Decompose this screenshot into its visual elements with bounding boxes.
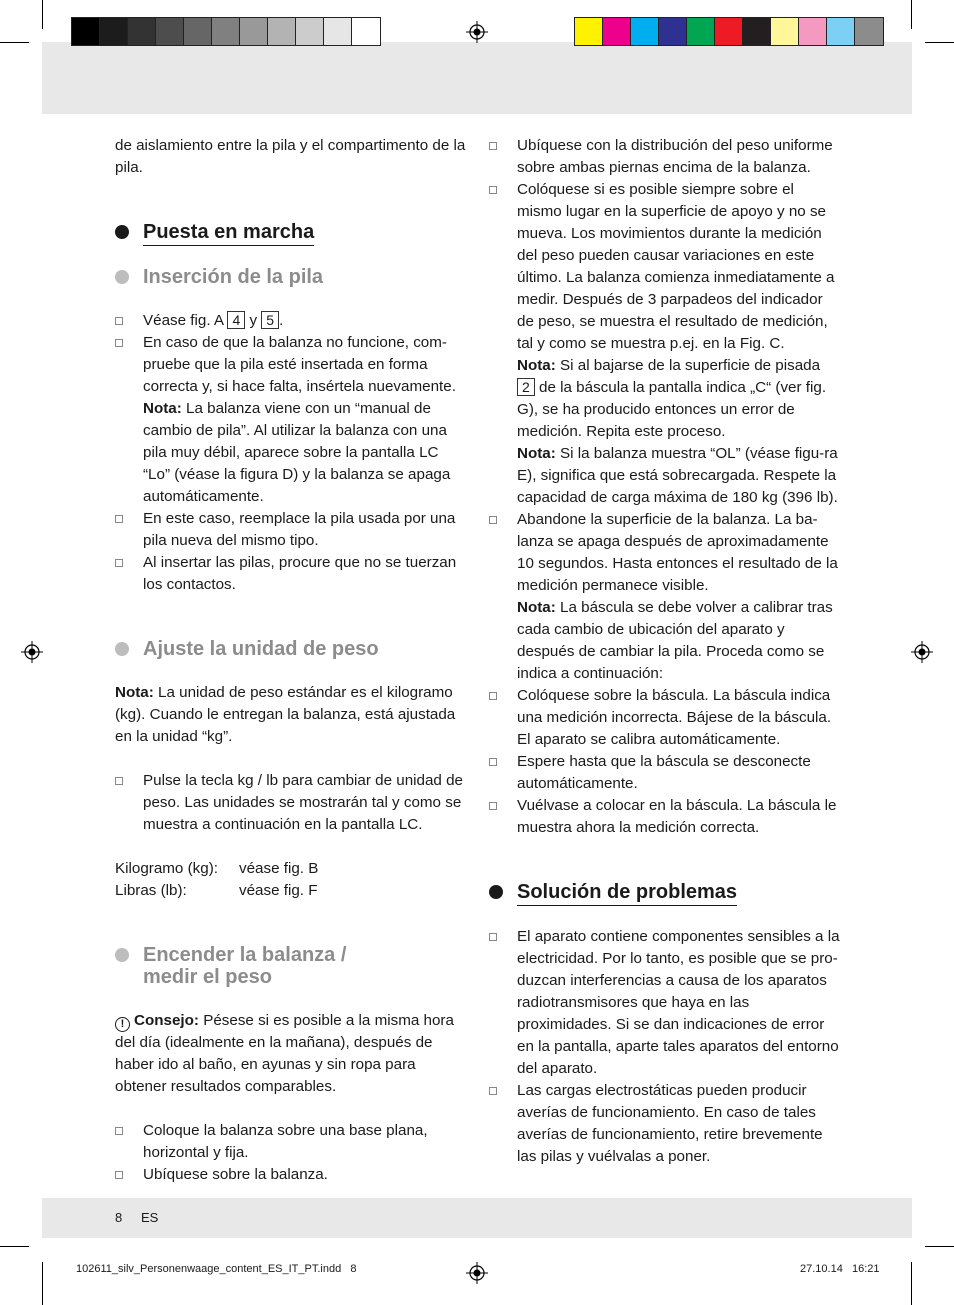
gray-swatch — [184, 18, 212, 45]
color-swatch — [771, 18, 799, 45]
slug-page: 8 — [350, 1263, 357, 1275]
heading-bullet — [489, 885, 503, 899]
crop-mark — [42, 1262, 43, 1305]
note-label: Nota: — [517, 445, 556, 462]
process-color-bar — [574, 17, 884, 46]
heading-bullet — [115, 225, 129, 239]
ajuste-note: Nota: La unidad de peso estándar es el kilogramo (kg). Cuando le entregan la balanza, está ajustada en la unidad “kg”. — [115, 684, 456, 745]
crop-mark — [0, 42, 29, 43]
note-label: Nota: — [115, 684, 154, 701]
list-item: Ubíquese sobre la balanza. — [115, 1164, 467, 1186]
footer-band — [42, 1198, 912, 1238]
page-number: 8 — [115, 1210, 123, 1225]
tip-paragraph: ! Consejo: Pésese si es posible a la misma hora del día (idealmente en la mañana), después de haber ido al baño, en ayunas y sin ropa para obtener resultados comparables. — [115, 1012, 454, 1095]
bullet-box-icon — [489, 1087, 497, 1095]
list-item: Abandone la superficie de la balanza. La ba-lanza se apaga después de aproximadamente 10 segundos. Hasta entonces el resultado de la medición permanece visible. Nota: La báscula se debe volver a calibrar tras cada cambio de ubicación del aparato y después de cambiar la pila. Proceda como se indica a continuación: — [489, 509, 841, 685]
slug-timestamp — [800, 1263, 880, 1275]
list-item: Espere hasta que la báscula se desconecte automáticamente. — [489, 751, 841, 795]
gray-swatch — [128, 18, 156, 45]
bullet-box-icon — [489, 758, 497, 766]
gray-swatch — [296, 18, 324, 45]
heading-solucion-problemas: Solución de problemas — [489, 881, 841, 906]
bullet-box-icon — [489, 933, 497, 941]
registration-mark-icon — [466, 1262, 488, 1284]
left-column — [115, 135, 467, 1186]
slug-date: 27.10.14 — [800, 1263, 843, 1275]
color-swatch — [687, 18, 715, 45]
crop-mark — [925, 42, 954, 43]
color-swatch — [603, 18, 631, 45]
bullet-box-icon — [489, 692, 497, 700]
heading-bullet — [115, 948, 129, 962]
unit-label: Libras (lb): — [115, 882, 187, 899]
heading-insercion-pila: Inserción de la pila — [115, 266, 467, 288]
registration-mark-icon — [911, 641, 933, 663]
list-item: Colóquese sobre la báscula. La báscula indica una medición incorrecta. Bájese de la báscula. El aparato se calibra automáticamente. — [489, 685, 841, 751]
color-swatch — [631, 18, 659, 45]
insercion-list — [115, 310, 467, 596]
bullet-box-icon — [489, 516, 497, 524]
right-column — [489, 135, 841, 1168]
bullet-box-icon — [115, 515, 123, 523]
crop-mark — [0, 1246, 29, 1247]
heading-encender-balanza: Encender la balanza / medir el peso — [115, 944, 467, 988]
slug-file-info — [76, 1263, 357, 1275]
color-swatch — [855, 18, 883, 45]
gray-swatch — [352, 18, 380, 45]
color-swatch — [659, 18, 687, 45]
slug-filename: 102611_silv_Personenwaage_content_ES_IT_PT.indd — [76, 1263, 342, 1275]
warning-icon: ! — [115, 1017, 130, 1032]
color-swatch — [715, 18, 743, 45]
gray-color-bar — [71, 17, 381, 46]
heading-bullet — [115, 642, 129, 656]
language-code: ES — [141, 1210, 159, 1225]
bullet-box-icon — [115, 777, 123, 785]
header-band — [42, 42, 912, 114]
list-item: Colóquese si es posible siempre sobre el mismo lugar en la superficie de apoyo y no se mueva. Los movimientos durante la medición del peso pueden causar variaciones en este último. La balanza comienza inmediatamente a medir. Después de 3 parpadeos del indicador de peso, se muestra el resultado de medición, tal y como se muestra p.ej. en la Fig. C. Nota: Si al bajarse de la superficie de pisada 2 de la báscula la pantalla indica „C“ (ver fig. G), se ha producido entonces un error de medición. Repita este proceso. Nota: Si la balanza muestra “OL” (véase figu-ra E), significa que está sobrecargada. Respete la capacidad de carga máxima de 180 kg (396 lb). — [489, 179, 841, 509]
heading-ajuste-unidad: Ajuste la unidad de peso — [115, 638, 467, 660]
bullet-box-icon — [115, 1171, 123, 1179]
list-item: El aparato contiene componentes sensibles a la electricidad. Por lo tanto, es posible que se pro-duzcan interferencias a causa de los aparatos radiotransmisores que haya en las proximidades. Si se dan indicaciones de error en la pantalla, aparte tales aparatos del entorno del aparato. — [489, 926, 841, 1080]
list-item: Al insertar las pilas, procure que no se tuerzan los contactos. — [115, 552, 467, 596]
list-item: Véase fig. A 4 y 5 . — [115, 310, 467, 332]
note-label: Nota: — [517, 599, 556, 616]
color-swatch — [827, 18, 855, 45]
bullet-box-icon — [115, 317, 123, 325]
list-item: Las cargas electrostáticas pueden producir averías de funcionamiento. En caso de tales averías de funcionamiento, retire brevemente las pilas y vuélvalas a poner. — [489, 1080, 841, 1168]
gray-swatch — [240, 18, 268, 45]
registration-mark-icon — [466, 21, 488, 43]
bullet-box-icon — [489, 142, 497, 150]
color-swatch — [743, 18, 771, 45]
gray-swatch — [72, 18, 100, 45]
encender-list — [115, 1120, 467, 1186]
bullet-box-icon — [489, 186, 497, 194]
bullet-box-icon — [115, 559, 123, 567]
bullet-box-icon — [115, 339, 123, 347]
figure-callout: 4 — [227, 311, 245, 329]
crop-mark — [911, 0, 912, 29]
gray-swatch — [268, 18, 296, 45]
slug-time: 16:21 — [852, 1263, 880, 1275]
color-swatch — [575, 18, 603, 45]
intro-text: de aislamiento entre la pila y el compartimento de la pila. — [115, 137, 466, 176]
units-table — [115, 858, 467, 902]
gray-swatch — [100, 18, 128, 45]
gray-swatch — [156, 18, 184, 45]
ajuste-list — [115, 770, 467, 836]
list-item: Vuélvase a colocar en la báscula. La báscula le muestra ahora la medición correcta. — [489, 795, 841, 839]
medir-list — [489, 135, 841, 839]
heading-bullet — [115, 270, 129, 284]
solucion-list — [489, 926, 841, 1168]
note-label: Nota: — [143, 400, 182, 417]
list-item: Ubíquese con la distribución del peso uniforme sobre ambas piernas encima de la balanza. — [489, 135, 841, 179]
unit-value: véase fig. B — [239, 860, 319, 877]
list-item: En caso de que la balanza no funcione, com-pruebe que la pila esté insertada en forma correcta y, si hace falta, insértela nuevamente. Nota: La balanza viene con un “manual de cambio de pila”. Al utilizar la balanza con una pila muy débil, aparece sobre la pantalla LC “Lo” (véase la figura D) y la balanza se apaga automáticamente. — [115, 332, 467, 508]
registration-mark-icon — [21, 641, 43, 663]
gray-swatch — [212, 18, 240, 45]
list-item: Coloque la balanza sobre una base plana, horizontal y fija. — [115, 1120, 467, 1164]
bullet-box-icon — [489, 802, 497, 810]
unit-label: Kilogramo (kg): — [115, 860, 218, 877]
list-item: En este caso, reemplace la pila usada por una pila nueva del mismo tipo. — [115, 508, 467, 552]
unit-value: véase fig. F — [239, 882, 318, 899]
crop-mark — [911, 1262, 912, 1305]
figure-callout: 2 — [517, 378, 535, 396]
figure-callout: 5 — [261, 311, 279, 329]
bullet-box-icon — [115, 1127, 123, 1135]
list-item: Pulse la tecla kg / lb para cambiar de unidad de peso. Las unidades se mostrarán tal y como se muestra a continuación en la pantalla LC. — [115, 770, 467, 836]
tip-label: Consejo: — [134, 1012, 199, 1029]
color-swatch — [799, 18, 827, 45]
heading-puesta-en-marcha: Puesta en marcha — [115, 221, 467, 246]
note-label: Nota: — [517, 357, 556, 374]
crop-mark — [925, 1246, 954, 1247]
crop-mark — [42, 0, 43, 29]
gray-swatch — [324, 18, 352, 45]
